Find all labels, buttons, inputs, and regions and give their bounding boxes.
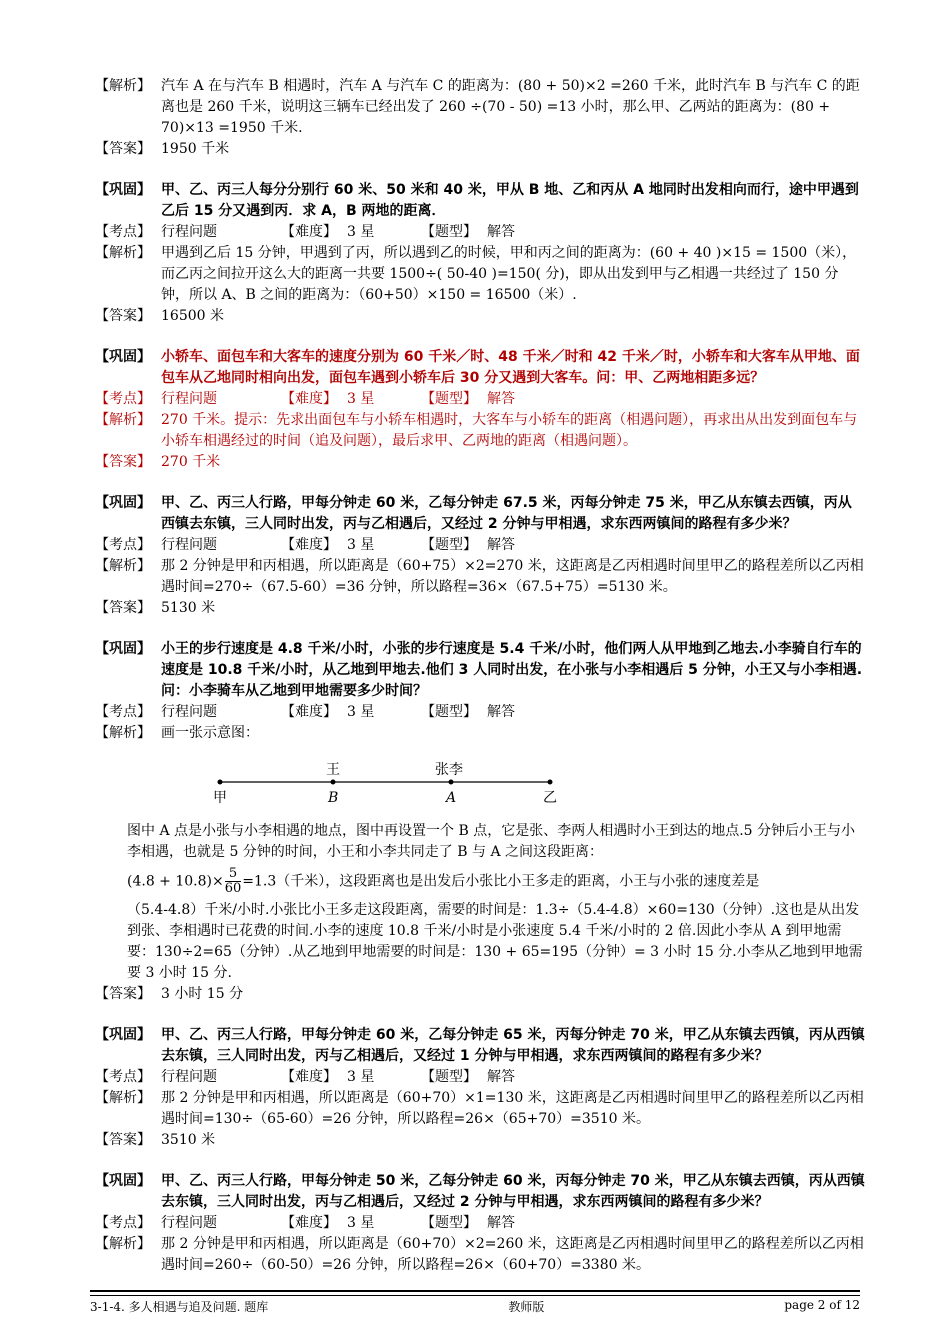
- kaodian-tag: 【考点】: [95, 391, 151, 407]
- answer-tag: 【答案】: [95, 308, 151, 324]
- tixing-value: 解答: [487, 224, 515, 240]
- label-A: A: [446, 790, 457, 806]
- solution-block-1: [95, 76, 865, 160]
- nandu-tag: 【难度】: [281, 537, 337, 553]
- analysis-paragraph-2: （5.4-4.8）千米/小时.小张比小王多走这段距离，需要的时间是：1.3÷（5.4-4.8）×60=130（分钟）.这也是从出发到张、李相遇时已花费的时间.小李的速度 10.8 千米/小时是小张速度 5.4 千米/小时的 2 倍.因此小李从 A 到甲地需要：130÷2=65（分钟）.从乙地到甲地需要的时间是：130 + 65=195（分钟）= 3 小时 15 分.小李从乙地到甲地需要 3 小时 15 分.: [127, 902, 863, 981]
- kaodian-value: 行程问题: [161, 1069, 217, 1085]
- problem-block-7: [95, 1171, 865, 1276]
- formula-line: [127, 867, 865, 896]
- analysis-intro: 画一张示意图：: [161, 725, 259, 741]
- formula-right: =1.3（千米），这段距离也是出发后小张比小王多走的距离，小王与小张的速度差是: [242, 873, 760, 890]
- formula-fraction: [225, 867, 242, 896]
- tixing-tag: 【题型】: [421, 1215, 477, 1231]
- analysis-tag: 【解析】: [95, 412, 151, 428]
- analysis-tag: 【解析】: [95, 78, 151, 94]
- nandu-value: 3 星: [347, 537, 375, 553]
- kaodian-tag: 【考点】: [95, 1069, 151, 1085]
- route-diagram: [205, 756, 865, 815]
- tixing-value: 解答: [487, 391, 515, 407]
- question-text: 甲、乙、丙三人每分分别行 60 米、50 米和 40 米，甲从 B 地、乙和丙从 A 地同时出发相向而行，途中甲遇到乙后 15 分又遇到丙．求 A，B 两地的距离．: [161, 182, 859, 219]
- nandu-value: 3 星: [347, 704, 375, 720]
- nandu-tag: 【难度】: [281, 1069, 337, 1085]
- answer-tag: 【答案】: [95, 454, 151, 470]
- nandu-value: 3 星: [347, 391, 375, 407]
- answer-tag: 【答案】: [95, 986, 151, 1002]
- question-tag: 【巩固】: [95, 349, 151, 365]
- tixing-tag: 【题型】: [421, 1069, 477, 1085]
- footer-page-number: page 2 of 12: [784, 1298, 860, 1312]
- route-diagram-svg: [205, 756, 575, 808]
- tixing-tag: 【题型】: [421, 704, 477, 720]
- analysis-tag: 【解析】: [95, 1090, 151, 1106]
- question-text: 甲、乙、丙三人行路，甲每分钟走 60 米，乙每分钟走 67.5 米，丙每分钟走 75 米，甲乙从东镇去西镇，丙从西镇去东镇，三人同时出发，丙与乙相遇后，又经过 2 分钟与甲相遇，求东西两镇间的路程有多少米？: [161, 495, 852, 532]
- answer-text: 3510 米: [161, 1132, 216, 1148]
- nandu-tag: 【难度】: [281, 1215, 337, 1231]
- footer-rule: [90, 1290, 860, 1296]
- answer-text: 5130 米: [161, 600, 216, 616]
- tixing-value: 解答: [487, 1069, 515, 1085]
- tixing-value: 解答: [487, 537, 515, 553]
- point-B: [331, 780, 336, 785]
- answer-text: 16500 米: [161, 308, 224, 324]
- answer-tag: 【答案】: [95, 1132, 151, 1148]
- nandu-value: 3 星: [347, 224, 375, 240]
- kaodian-value: 行程问题: [161, 704, 217, 720]
- analysis-text: 那 2 分钟是甲和丙相遇，所以距离是（60+75）×2=270 米，这距离是乙丙相遇时间里甲乙的路程差所以乙丙相遇时间=270÷（67.5-60）=36 分钟，所以路程=36×（67.5+75）=5130 米。: [161, 558, 864, 595]
- problem-block-6: [95, 1025, 865, 1151]
- analysis-body: [95, 821, 865, 984]
- kaodian-tag: 【考点】: [95, 537, 151, 553]
- footer-edition: 教师版: [508, 1300, 545, 1314]
- page-footer: [90, 1298, 860, 1315]
- question-text: 小王的步行速度是 4.8 千米/小时，小张的步行速度是 5.4 千米/小时，他们两人从甲地到乙地去.小李骑自行车的速度是 10.8 千米/小时，从乙地到甲地去.他们 3 人同时出发，在小张与小李相遇后 5 分钟，小王又与小李相遇.问：小李骑车从乙地到甲地需要多少时间？: [161, 641, 863, 699]
- question-tag: 【巩固】: [95, 495, 151, 511]
- analysis-text: 270 千米。提示：先求出面包车与小轿车相遇时，大客车与小轿车的距离（相遇问题），再求出从出发到面包车与小轿车相遇经过的时间（追及问题），最后求甲、乙两地的距离（相遇问题）。: [161, 412, 858, 449]
- kaodian-value: 行程问题: [161, 391, 217, 407]
- problem-block-5: [95, 639, 865, 1005]
- problem-block-3: [95, 347, 865, 473]
- analysis-text: 汽车 A 在与汽车 B 相遇时，汽车 A 与汽车 C 的距离为：(80 + 50)×2 =260 千米，此时汽车 B 与汽车 C 的距离也是 260 千米，说明这三辆车已经出发了 260 ÷(70 - 50) =13 小时，那么甲、乙两站的距离为：(80 + 70)×13 =1950 千米.: [161, 78, 860, 136]
- nandu-tag: 【难度】: [281, 704, 337, 720]
- label-wang: 王: [326, 762, 340, 778]
- kaodian-tag: 【考点】: [95, 224, 151, 240]
- tixing-tag: 【题型】: [421, 391, 477, 407]
- label-zhangli: 张李: [435, 762, 463, 778]
- label-B: B: [328, 790, 339, 806]
- label-jia: 甲: [213, 790, 227, 806]
- kaodian-tag: 【考点】: [95, 1215, 151, 1231]
- formula-left: (4.8 + 10.8)×: [127, 873, 224, 890]
- question-tag: 【巩固】: [95, 1173, 151, 1189]
- answer-tag: 【答案】: [95, 600, 151, 616]
- nandu-tag: 【难度】: [281, 391, 337, 407]
- document-body: [95, 76, 865, 1296]
- footer-rule-thick: [90, 1290, 860, 1292]
- answer-text: 3 小时 15 分: [161, 986, 244, 1002]
- answer-text: 1950 千米: [161, 141, 230, 157]
- kaodian-value: 行程问题: [161, 1215, 217, 1231]
- kaodian-value: 行程问题: [161, 224, 217, 240]
- footer-rule-thin: [90, 1295, 860, 1296]
- question-tag: 【巩固】: [95, 641, 151, 657]
- fraction-numerator: 5: [225, 867, 242, 882]
- answer-tag: 【答案】: [95, 141, 151, 157]
- answer-text: 270 千米: [161, 454, 221, 470]
- kaodian-tag: 【考点】: [95, 704, 151, 720]
- question-text: 小轿车、面包车和大客车的速度分别为 60 千米／时、48 千米／时和 42 千米／时，小轿车和大客车从甲地、面包车从乙地同时相向出发，面包车遇到小轿车后 30 分又遇到大客车。问：甲、乙两地相距多远？: [161, 349, 860, 386]
- footer-title: 3-1-4. 多人相遇与追及问题. 题库: [90, 1300, 269, 1314]
- tixing-tag: 【题型】: [421, 537, 477, 553]
- question-tag: 【巩固】: [95, 182, 151, 198]
- analysis-text: 那 2 分钟是甲和丙相遇，所以距离是（60+70）×2=260 米，这距离是乙丙相遇时间里甲乙的路程差所以乙丙相遇时间=260÷（60-50）=26 分钟，所以路程=26×（60+70）=3380 米。: [161, 1236, 864, 1273]
- question-tag: 【巩固】: [95, 1027, 151, 1043]
- analysis-tag: 【解析】: [95, 1236, 151, 1252]
- problem-block-4: [95, 493, 865, 619]
- tixing-tag: 【题型】: [421, 224, 477, 240]
- analysis-tag: 【解析】: [95, 245, 151, 261]
- point-yi: [548, 780, 553, 785]
- nandu-value: 3 星: [347, 1215, 375, 1231]
- problem-block-2: [95, 180, 865, 327]
- point-jia: [218, 780, 223, 785]
- kaodian-value: 行程问题: [161, 537, 217, 553]
- question-text: 甲、乙、丙三人行路，甲每分钟走 60 米，乙每分钟走 65 米，丙每分钟走 70 米，甲乙从东镇去西镇，丙从西镇去东镇，三人同时出发，丙与乙相遇后，又经过 1 分钟与甲相遇，求东西两镇间的路程有多少米？: [161, 1027, 865, 1064]
- analysis-tag: 【解析】: [95, 558, 151, 574]
- fraction-denominator: 60: [224, 881, 242, 896]
- nandu-value: 3 星: [347, 1069, 375, 1085]
- analysis-paragraph-1: 图中 A 点是小张与小李相遇的地点，图中再设置一个 B 点，它是张、李两人相遇时小王到达的地点.5 分钟后小王与小李相遇，也就是 5 分钟的时间，小王和小李共同走了 B 与 A 之间这段距离：: [127, 823, 856, 860]
- tixing-value: 解答: [487, 704, 515, 720]
- tixing-value: 解答: [487, 1215, 515, 1231]
- point-A: [449, 780, 454, 785]
- question-text: 甲、乙、丙三人行路，甲每分钟走 50 米，乙每分钟走 60 米，丙每分钟走 70 米，甲乙从东镇去西镇，丙从西镇去东镇，三人同时出发，丙与乙相遇后，又经过 2 分钟与甲相遇，求东西两镇间的路程有多少米？: [161, 1173, 865, 1210]
- nandu-tag: 【难度】: [281, 224, 337, 240]
- label-yi: 乙: [543, 790, 557, 806]
- analysis-text: 甲遇到乙后 15 分钟，甲遇到了丙，所以遇到乙的时候，甲和丙之间的距离为：(60 + 40 )×15 = 1500（米），而乙丙之间拉开这么大的距离一共要 1500÷( 50-40 )=150( 分)，即从出发到甲与乙相遇一共经过了 150 分钟，所以 A、B 之间的距离为：（60+50）×150 = 16500（米）.: [161, 245, 857, 303]
- analysis-text: 那 2 分钟是甲和丙相遇，所以距离是（60+70）×1=130 米，这距离是乙丙相遇时间里甲乙的路程差所以乙丙相遇时间=130÷（65-60）=26 分钟，所以路程=26×（65+70）=3510 米。: [161, 1090, 864, 1127]
- analysis-tag: 【解析】: [95, 725, 151, 741]
